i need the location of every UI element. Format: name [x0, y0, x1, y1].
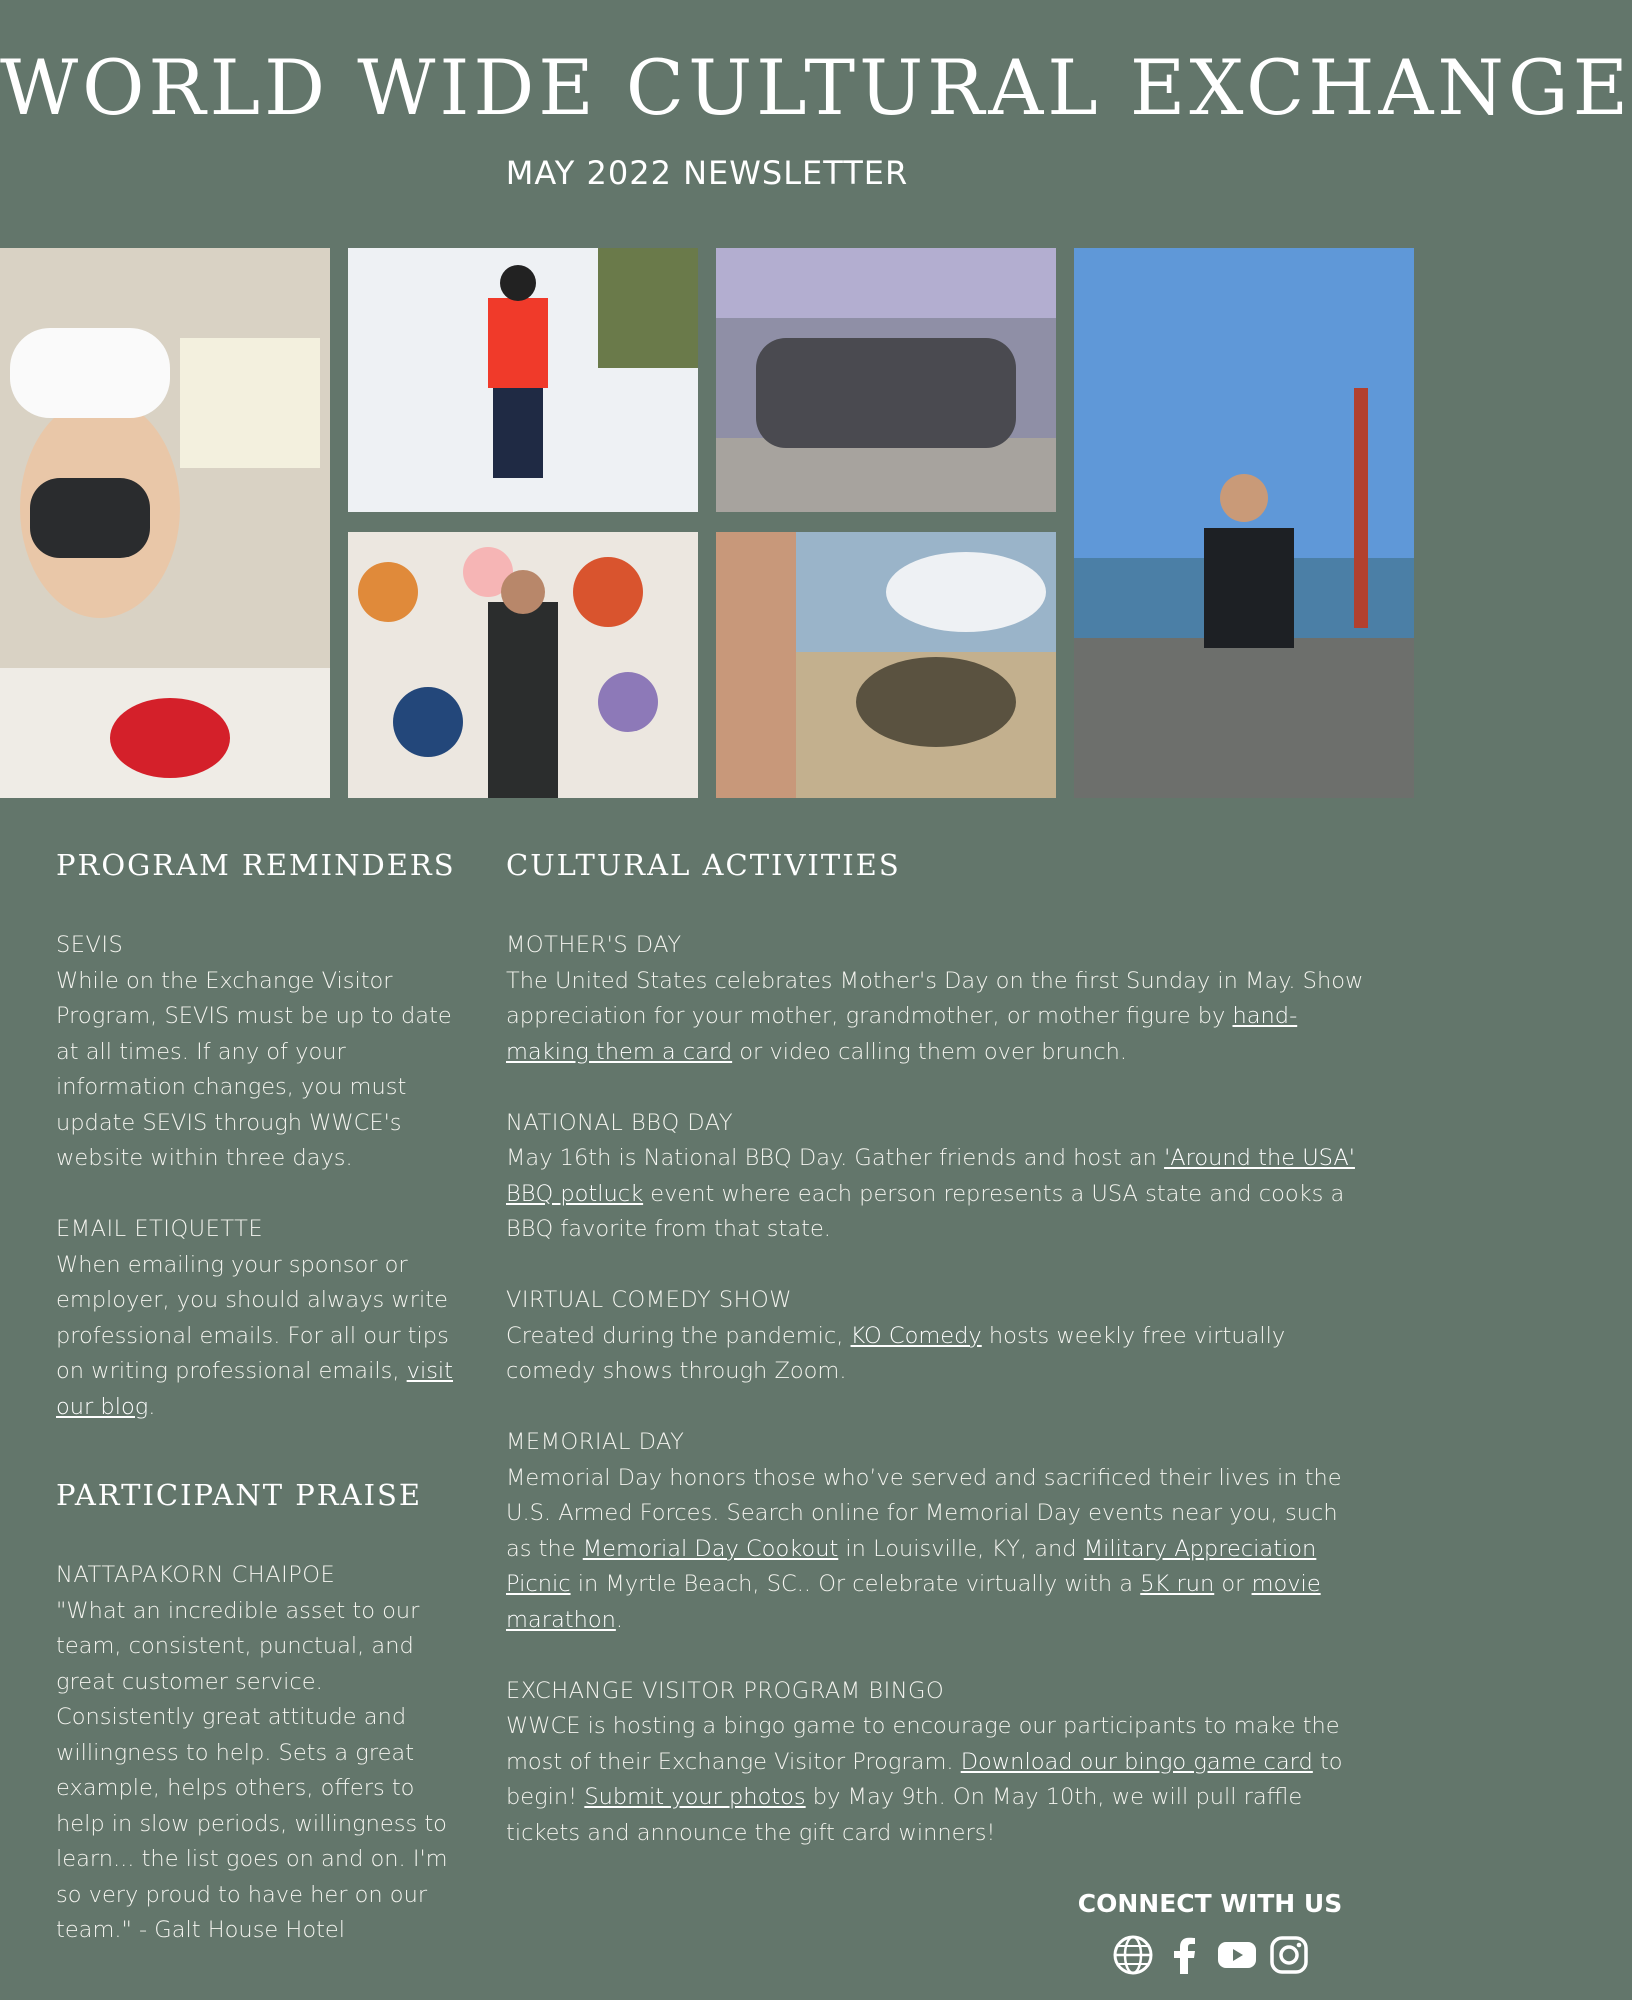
photo-golden-gate: [1074, 248, 1414, 798]
mothers-day-title: MOTHER'S DAY: [506, 932, 682, 958]
bingo-card-link[interactable]: Download our bingo game card: [960, 1748, 1313, 1775]
sevis-body: While on the Exchange Visitor Program, SEVIS must be up to date at all times. If any of your information changes, you must update SEVIS through WWCE's website within three days.: [56, 967, 452, 1171]
bingo-title: EXCHANGE VISITOR PROGRAM BINGO: [506, 1677, 945, 1704]
bingo-item: EXCHANGE VISITOR PROGRAM BINGO WWCE is hosting a bingo game to encourage our participants to make the most of their Exchange Visitor Program. Download our bingo game card to begin! Submit your photos by May 9th. On May 10th, we will pull raffle tickets and announce the gift card winners!: [506, 1674, 1368, 1852]
photo-sea-turtle: [716, 532, 1056, 798]
facebook-icon[interactable]: [1164, 1934, 1206, 1976]
memorial-day-item: MEMORIAL DAY Memorial Day honors those who’ve served and sacrificed their lives in the U.S. Armed Forces. Search online for Memorial Day events near you, such as the Memorial Day Cookout in Louisville, KY, and Military Appreciation Picnic in Myrtle Beach, SC.. Or celebrate virtually with a 5K run or movie marathon.: [506, 1425, 1368, 1638]
program-reminders-heading: PROGRAM REMINDERS: [56, 848, 456, 882]
praise-name: NATTAPAKORN CHAIPOE: [56, 1562, 336, 1588]
email-etiquette-body: When emailing your sponsor or employer, you should always write professional emails. For all our tips on writing professional emails,: [56, 1251, 449, 1384]
memorial-day-title: MEMORIAL DAY: [506, 1429, 685, 1455]
connect-with-us: CONNECT WITH US: [1077, 1889, 1343, 1918]
bbq-day-item: NATIONAL BBQ DAY May 16th is National BBQ Day. Gather friends and host an 'Around the USA' BBQ potluck event where each person represents a USA state and cooks a BBQ favorite from that state.: [506, 1106, 1368, 1248]
participant-praise-heading: PARTICIPANT PRAISE: [56, 1478, 423, 1512]
newsletter-subtitle: MAY 2022 NEWSLETTER: [505, 154, 909, 192]
globe-icon[interactable]: [1112, 1934, 1154, 1976]
photo-hearts-wall: [348, 532, 698, 798]
photo-chef-cake: [0, 248, 330, 798]
5k-run-link[interactable]: 5K run: [1140, 1571, 1215, 1597]
hand-making-card-link[interactable]: hand-making them a card: [506, 1003, 1298, 1065]
photo-group-stadium: [716, 248, 1056, 512]
comedy-show-title: VIRTUAL COMEDY SHOW: [506, 1287, 793, 1313]
cultural-activities-heading: CULTURAL ACTIVITIES: [506, 848, 901, 882]
cultural-activities: [506, 928, 1368, 1887]
submit-photos-link[interactable]: Submit your photos: [584, 1784, 806, 1810]
praise-quote: "What an incredible asset to our team, consistent, punctual, and great customer service. Consistently great attitude and willingness to help. Sets a great example, helps others, offers to help in slow periods, willingness to learn... the list goes on and on. I'm so very proud to have her on our team." - Galt House Hotel: [56, 1597, 448, 1943]
instagram-icon[interactable]: [1268, 1934, 1310, 1976]
military-picnic-link[interactable]: Military Appreciation Picnic: [506, 1535, 1317, 1597]
youtube-icon[interactable]: [1216, 1934, 1258, 1976]
program-reminders: SEVIS While on the Exchange Visitor Program, SEVIS must be up to date at all times. If any of your information changes, you must update SEVIS through WWCE's website within three days. EMAIL ETIQUETTE When emailing your sponsor or employer, you should always write professional emails. For all our tips on writing professional emails, visit our blog.: [56, 928, 456, 1461]
visit-blog-link[interactable]: visit our blog: [56, 1358, 454, 1420]
mothers-day-item: MOTHER'S DAY The United States celebrates Mother's Day on the first Sunday in May. Show appreciation for your mother, grandmother, or mother figure by hand-making them a card or video calling them over brunch.: [506, 928, 1368, 1070]
comedy-show-item: VIRTUAL COMEDY SHOW Created during the pandemic, KO Comedy hosts weekly free virtually comedy shows through Zoom.: [506, 1283, 1368, 1390]
email-etiquette-title: EMAIL ETIQUETTE: [56, 1216, 264, 1242]
participant-praise: [56, 1558, 456, 1984]
movie-marathon-link[interactable]: movie marathon: [506, 1571, 1321, 1633]
memorial-day-cookout-link[interactable]: Memorial Day Cookout: [582, 1535, 839, 1562]
bbq-potluck-link[interactable]: 'Around the USA' BBQ potluck: [506, 1145, 1355, 1207]
social-links: [1112, 1932, 1312, 1978]
bbq-day-title: NATIONAL BBQ DAY: [506, 1109, 734, 1136]
ko-comedy-link[interactable]: KO Comedy: [850, 1322, 982, 1349]
sevis-title: SEVIS: [56, 932, 124, 958]
newsletter-title: WORLD WIDE CULTURAL EXCHANGE: [0, 43, 1632, 132]
photo-skier: [348, 248, 698, 512]
